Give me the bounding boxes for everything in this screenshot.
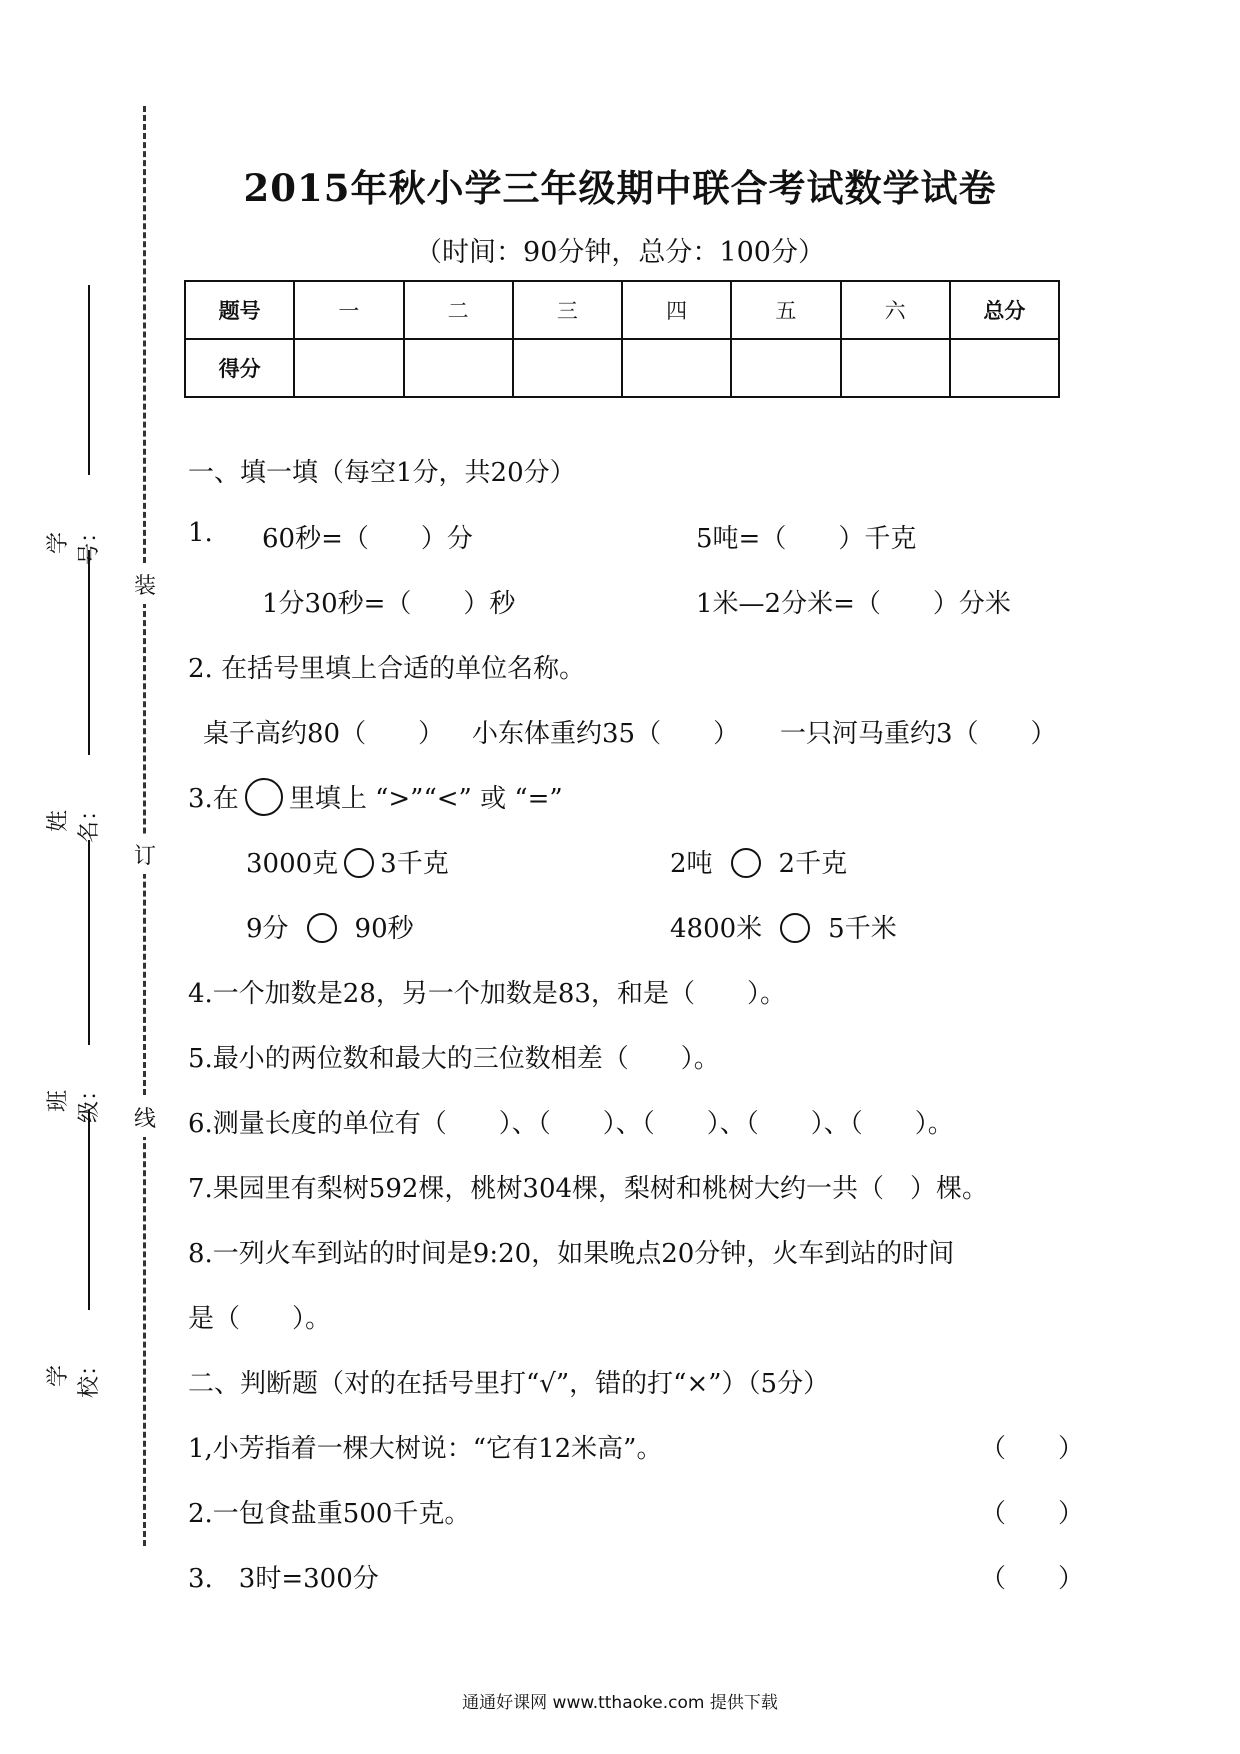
answer-circle-icon[interactable] — [731, 848, 761, 878]
answer-circle-icon[interactable] — [780, 913, 810, 943]
score-cell-header: 总分 — [950, 281, 1059, 339]
q1-item-d: 1米—2分米=（ ）分米 — [696, 589, 1011, 619]
score-table — [184, 280, 1060, 398]
q3-c-left: 9分 — [246, 914, 289, 944]
answer-circle-icon[interactable] — [307, 913, 337, 943]
q2-text: 2. 在括号里填上合适的单位名称。 — [188, 654, 586, 684]
q3-item-a — [246, 843, 449, 880]
binding-char-ding: 订 — [132, 835, 158, 874]
answer-circle-icon[interactable] — [344, 848, 374, 878]
section1-heading: 一、填一填（每空1分，共20分） — [188, 458, 576, 488]
score-cell-header: 二 — [404, 281, 513, 339]
q3-item-b — [670, 843, 847, 880]
q2-item-b: 小东体重约35（ ） — [472, 719, 740, 749]
q1-item-b: 5吨=（ ）千克 — [696, 524, 917, 554]
q5-text: 5.最小的两位数和最大的三位数相差（ ）。 — [188, 1044, 720, 1074]
score-table-score-row — [185, 339, 1059, 397]
score-cell-blank[interactable] — [513, 339, 622, 397]
class-line — [88, 840, 90, 1045]
q7-text: 7.果园里有梨树592棵，桃树304棵，梨树和桃树大约一共（ ）棵。 — [188, 1174, 989, 1204]
q8-text-line2: 是（ ）。 — [188, 1304, 332, 1334]
page-footer: 通通好课网 www.tthaoke.com 提供下载 — [462, 1693, 778, 1713]
class-label: 班级： — [46, 1079, 102, 1124]
score-cell-header: 题号 — [185, 281, 294, 339]
score-cell-header: 四 — [622, 281, 731, 339]
q6-text: 6.测量长度的单位有（ ）、（ ）、（ ）、（ ）、（ ）。 — [188, 1109, 954, 1139]
page-title: 2015年秋小学三年级期中联合考试数学试卷 — [243, 166, 997, 210]
score-cell-blank[interactable] — [950, 339, 1059, 397]
judge-q1: 1,小芳指着一棵大树说：“它有12米高”。 — [188, 1434, 663, 1464]
section2-heading: 二、判断题（对的在括号里打“√”，错的打“×”）（5分） — [188, 1369, 830, 1399]
score-cell-blank[interactable] — [294, 339, 403, 397]
judge-q2: 2.一包食盐重500千克。 — [188, 1499, 471, 1529]
q1-item-a: 60秒=（ ）分 — [262, 524, 473, 554]
q3-d-left: 4800米 — [670, 914, 763, 944]
q3-c-right: 90秒 — [354, 914, 414, 944]
score-row-label: 得分 — [185, 339, 294, 397]
score-cell-header: 六 — [841, 281, 950, 339]
score-cell-blank[interactable] — [841, 339, 950, 397]
name-label: 姓名： — [46, 799, 102, 844]
compare-circle-icon — [245, 778, 283, 816]
page-subtitle: （时间：90分钟，总分：100分） — [415, 237, 825, 268]
q3-a-left: 3000克 — [246, 849, 339, 879]
score-cell-header: 三 — [513, 281, 622, 339]
q8-text-line1: 8.一列火车到站的时间是9:20，如果晚点20分钟，火车到站的时间 — [188, 1239, 955, 1269]
q3-b-right: 2千克 — [778, 849, 848, 879]
judge-q2-answer[interactable]: （ ） — [980, 1499, 1085, 1529]
judge-q1-answer[interactable]: （ ） — [980, 1434, 1085, 1464]
q4-text: 4.一个加数是28，另一个加数是83，和是（ ）。 — [188, 979, 786, 1009]
q2-item-c: 一只河马重约3（ ） — [780, 719, 1057, 749]
q3-item-d — [670, 908, 897, 945]
student-id-label: 学号： — [46, 521, 102, 566]
name-line — [88, 550, 90, 755]
binding-dashed-line — [143, 106, 146, 1546]
q1-number: 1. — [188, 518, 213, 548]
q3-prefix: 3.在 — [188, 784, 239, 814]
score-cell-header: 五 — [731, 281, 840, 339]
school-line — [88, 1110, 90, 1310]
q1-item-c: 1分30秒=（ ）秒 — [262, 589, 516, 619]
q3-text — [188, 778, 563, 816]
q3-suffix: 里填上 “>”“<” 或 “=” — [288, 784, 563, 814]
judge-q3: 3. 3时=300分 — [188, 1564, 379, 1594]
judge-q3-answer[interactable]: （ ） — [980, 1564, 1085, 1594]
score-cell-blank[interactable] — [404, 339, 513, 397]
score-table-header-row — [185, 281, 1059, 339]
q3-a-right: 3千克 — [380, 849, 449, 879]
q3-b-left: 2吨 — [670, 849, 713, 879]
score-cell-header: 一 — [294, 281, 403, 339]
q3-d-right: 5千米 — [828, 914, 897, 944]
score-cell-blank[interactable] — [622, 339, 731, 397]
binding-char-xian: 线 — [132, 1098, 158, 1137]
score-cell-blank[interactable] — [731, 339, 840, 397]
binding-char-zhuang: 装 — [132, 565, 158, 604]
school-label: 学校： — [46, 1354, 102, 1399]
q2-item-a: 桌子高约80（ ） — [203, 719, 445, 749]
student-id-line — [88, 285, 90, 475]
q3-item-c — [246, 908, 414, 945]
